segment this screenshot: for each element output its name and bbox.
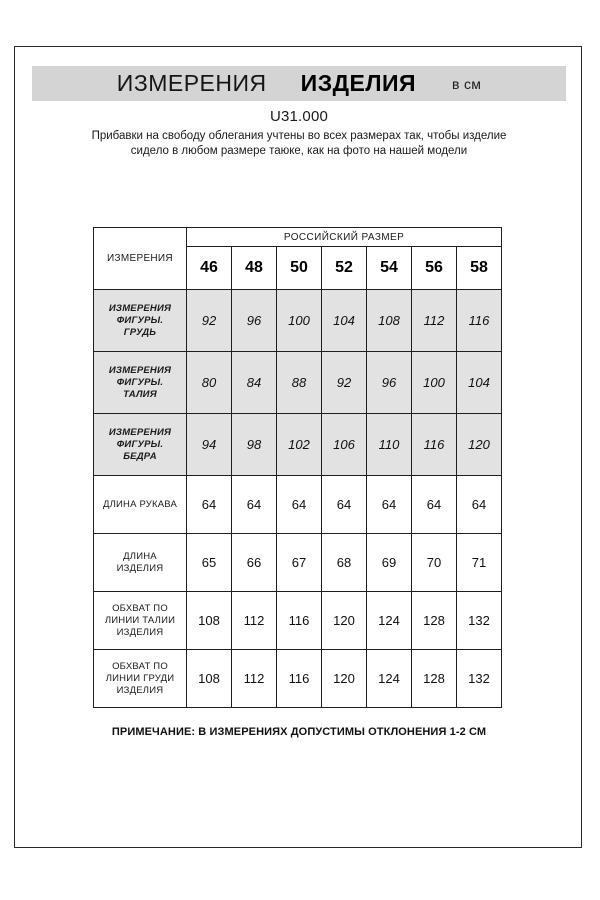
measurement-cell: 98 xyxy=(232,414,277,476)
measurement-cell: 102 xyxy=(277,414,322,476)
measurement-cell: 68 xyxy=(322,534,367,592)
measurement-cell: 116 xyxy=(277,650,322,708)
title-banner xyxy=(32,66,566,101)
measurement-cell: 128 xyxy=(412,650,457,708)
measurement-cell: 120 xyxy=(457,414,502,476)
row-label: ОБХВАТ ПО ЛИНИИ ТАЛИИ ИЗДЕЛИЯ xyxy=(94,592,187,650)
measurement-cell: 132 xyxy=(457,592,502,650)
measurement-cell: 120 xyxy=(322,592,367,650)
row-label: ИЗМЕРЕНИЯ ФИГУРЫ. ТАЛИЯ xyxy=(94,352,187,414)
measurement-cell: 88 xyxy=(277,352,322,414)
measurement-cell: 65 xyxy=(187,534,232,592)
header-measurements-label: ИЗМЕРЕНИЯ xyxy=(94,228,187,290)
size-column-header: 46 xyxy=(187,247,232,290)
table-row xyxy=(94,414,502,476)
measurement-cell: 104 xyxy=(457,352,502,414)
measurement-cell: 64 xyxy=(232,476,277,534)
measurement-cell: 92 xyxy=(322,352,367,414)
measurement-cell: 110 xyxy=(367,414,412,476)
measurement-cell: 84 xyxy=(232,352,277,414)
size-column-header: 54 xyxy=(367,247,412,290)
measurement-cell: 66 xyxy=(232,534,277,592)
table-row xyxy=(94,650,502,708)
title-measurements: ИЗМЕРЕНИЯ xyxy=(116,70,267,96)
measurement-cell: 64 xyxy=(367,476,412,534)
title-unit: в см xyxy=(452,75,482,92)
table-row xyxy=(94,592,502,650)
size-column-header: 58 xyxy=(457,247,502,290)
measurement-cell: 120 xyxy=(322,650,367,708)
footnote-text: ПРИМЕЧАНИЕ: В ИЗМЕРЕНИЯХ ДОПУСТИМЫ ОТКЛОНЕНИЯ 1-2 СМ xyxy=(111,726,487,738)
row-label: ДЛИНА РУКАВА xyxy=(94,476,187,534)
measurement-cell: 71 xyxy=(457,534,502,592)
size-column-header: 50 xyxy=(277,247,322,290)
table-row xyxy=(94,534,502,592)
table-row xyxy=(94,290,502,352)
measurement-cell: 67 xyxy=(277,534,322,592)
measurement-cell: 100 xyxy=(277,290,322,352)
size-column-header: 56 xyxy=(412,247,457,290)
measurement-cell: 116 xyxy=(277,592,322,650)
row-label: ИЗМЕРЕНИЯ ФИГУРЫ. ГРУДЬ xyxy=(94,290,187,352)
measurement-cell: 132 xyxy=(457,650,502,708)
measurement-cell: 70 xyxy=(412,534,457,592)
table-head xyxy=(94,228,502,290)
table-head-group-row xyxy=(94,228,502,247)
measurement-cell: 80 xyxy=(187,352,232,414)
measurement-cell: 94 xyxy=(187,414,232,476)
measurement-cell: 112 xyxy=(232,592,277,650)
subheader-block xyxy=(32,108,566,159)
measurement-cell: 116 xyxy=(412,414,457,476)
measurement-cell: 64 xyxy=(187,476,232,534)
size-column-header: 52 xyxy=(322,247,367,290)
measurement-cell: 108 xyxy=(367,290,412,352)
measurement-cell: 96 xyxy=(232,290,277,352)
measurement-cell: 96 xyxy=(367,352,412,414)
measurement-cell: 124 xyxy=(367,650,412,708)
table-body xyxy=(94,290,502,708)
measurement-cell: 92 xyxy=(187,290,232,352)
measurement-cell: 64 xyxy=(412,476,457,534)
measurement-cell: 112 xyxy=(412,290,457,352)
measurement-cell: 64 xyxy=(277,476,322,534)
intro-text: Прибавки на свободу облегания учтены во всех размерах так, чтобы изделие сидело в любом размере таюке, как на фото на нашей модели xyxy=(91,130,507,157)
title-product: ИЗДЕЛИЯ xyxy=(300,70,417,96)
size-chart-page xyxy=(14,46,582,848)
measurement-cell: 106 xyxy=(322,414,367,476)
row-label: ИЗМЕРЕНИЯ ФИГУРЫ. БЕДРА xyxy=(94,414,187,476)
header-russian-size-group: РОССИЙСКИЙ РАЗМЕР xyxy=(187,228,502,247)
measurement-cell: 100 xyxy=(412,352,457,414)
measurement-cell: 124 xyxy=(367,592,412,650)
measurement-cell: 108 xyxy=(187,650,232,708)
measurement-cell: 64 xyxy=(322,476,367,534)
article-code: U31.000 xyxy=(269,108,329,125)
measurement-cell: 69 xyxy=(367,534,412,592)
measurement-cell: 64 xyxy=(457,476,502,534)
measurement-cell: 116 xyxy=(457,290,502,352)
measurement-cell: 112 xyxy=(232,650,277,708)
table-row xyxy=(94,476,502,534)
measurement-cell: 104 xyxy=(322,290,367,352)
table-row xyxy=(94,352,502,414)
row-label: ОБХВАТ ПО ЛИНИИ ГРУДИ ИЗДЕЛИЯ xyxy=(94,650,187,708)
size-column-header: 48 xyxy=(232,247,277,290)
measurement-cell: 128 xyxy=(412,592,457,650)
measurement-cell: 108 xyxy=(187,592,232,650)
row-label: ДЛИНА ИЗДЕЛИЯ xyxy=(94,534,187,592)
size-measurement-table xyxy=(93,227,502,708)
